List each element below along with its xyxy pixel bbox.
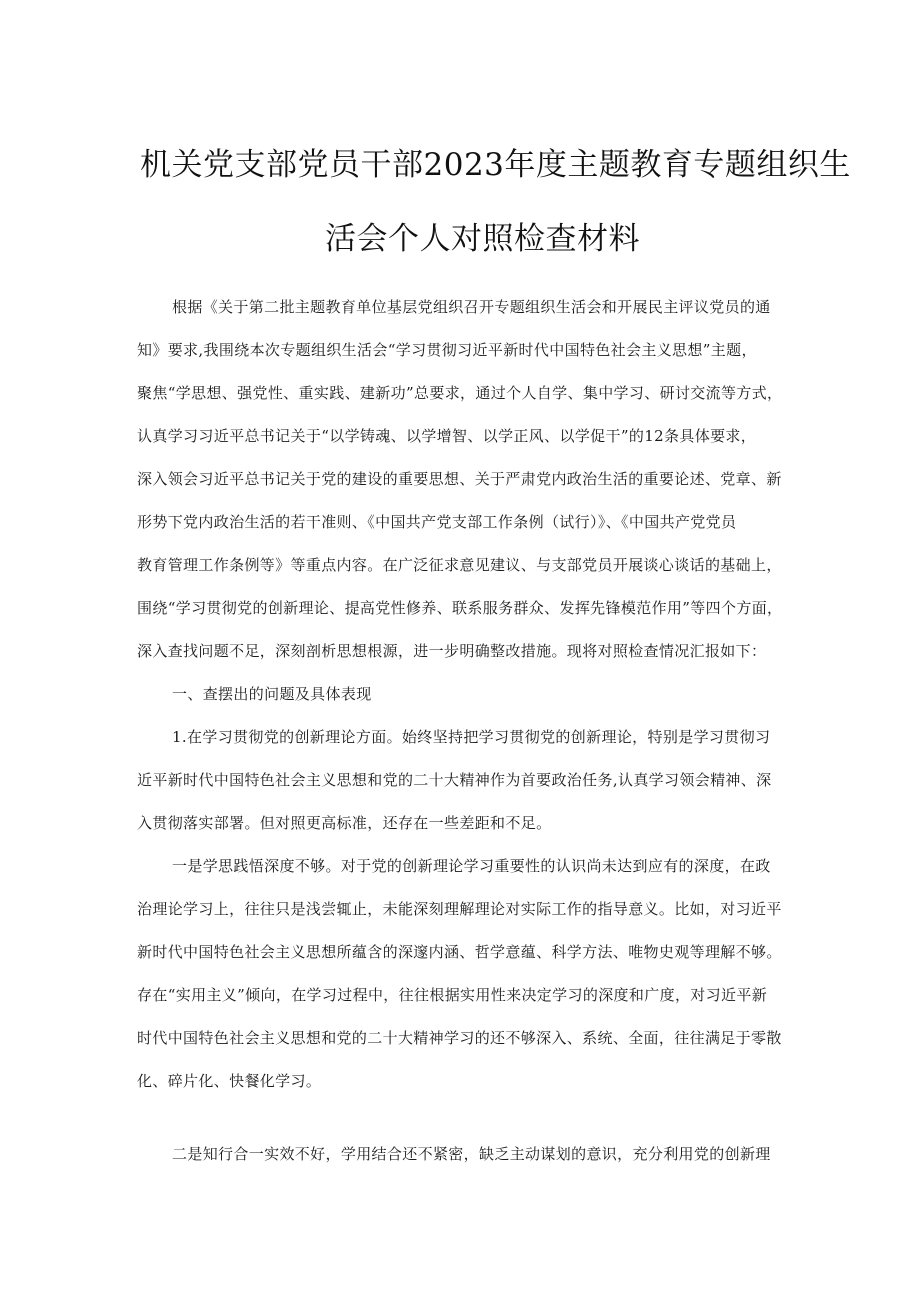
paragraph-line: 一是学思践悟深度不够。对于党的创新理论学习重要性的认识尚未达到应有的深度，在政 xyxy=(172,857,771,875)
paragraph-line: 深入查找问题不足，深刻剖析思想根源，进一步明确整改措施。现将对照检查情况汇报如下： xyxy=(137,642,767,660)
paragraph-line: 存在“实用主义”倾向，在学习过程中，往往根据实用性来决定学习的深度和广度，对习近平新 xyxy=(137,986,768,1004)
paragraph-line: 治理论学习上，往往只是浅尝辄止，未能深刻理解理论对实际工作的指导意义。比如，对习近平 xyxy=(137,900,782,918)
paragraph-line: 化、碎片化、快餐化学习。 xyxy=(137,1072,322,1090)
document-title-line-2: 活会个人对照检查材料 xyxy=(325,221,640,257)
paragraph-line: 聚焦“学思想、强党性、重实践、建新功”总要求，通过个人自学、集中学习、研讨交流等方式， xyxy=(137,384,783,402)
paragraph-line: 教育管理工作条例等》等重点内容。在广泛征求意见建议、与支部党员开展谈心谈话的基础上， xyxy=(137,556,782,574)
paragraph-line: 二是知行合一实效不好，学用结合还不紧密，缺乏主动谋划的意识，充分利用党的创新理 xyxy=(172,1145,771,1163)
document-title-line-1: 机关党支部党员干部2023年度主题教育专题组织生 xyxy=(140,147,851,183)
paragraph-line: 认真学习习近平总书记关于“以学铸魂、以学增智、以学正风、以学促干”的12条具体要求， xyxy=(137,427,757,445)
paragraph-line: 知》要求,我围绕本次专题组织生活会“学习贯彻习近平新时代中国特色社会主义思想”主题， xyxy=(137,341,757,359)
paragraph-line: 近平新时代中国特色社会主义思想和党的二十大精神作为首要政治任务,认真学习领会精神、深 xyxy=(137,771,772,789)
paragraph-line: 根据《关于第二批主题教育单位基层党组织召开专题组织生活会和开展民主评议党员的通 xyxy=(172,298,771,316)
paragraph-line: 新时代中国特色社会主义思想所蕴含的深邃内涵、哲学意蕴、科学方法、唯物史观等理解不够。 xyxy=(137,943,782,961)
paragraph-line: 入贯彻落实部署。但对照更高标准，还存在一些差距和不足。 xyxy=(137,814,552,832)
paragraph-line: 1.在学习贯彻党的创新理论方面。始终坚持把学习贯彻党的创新理论，特别是学习贯彻习 xyxy=(172,728,771,746)
paragraph-line: 深入领会习近平总书记关于党的建设的重要思想、关于严肃党内政治生活的重要论述、党章、新 xyxy=(137,470,782,488)
paragraph-line: 时代中国特色社会主义思想和党的二十大精神学习的还不够深入、系统、全面，往往满足于零散 xyxy=(137,1029,782,1047)
paragraph-line: 形势下党内政治生活的若干准则、《中国共产党支部工作条例（试行）》、《中国共产党党员 xyxy=(137,513,737,531)
section-heading: 一、查摆出的问题及具体表现 xyxy=(172,685,372,703)
paragraph-line: 围绕“学习贯彻党的创新理论、提高党性修养、联系服务群众、发挥先锋模范作用”等四个方面， xyxy=(137,599,783,617)
